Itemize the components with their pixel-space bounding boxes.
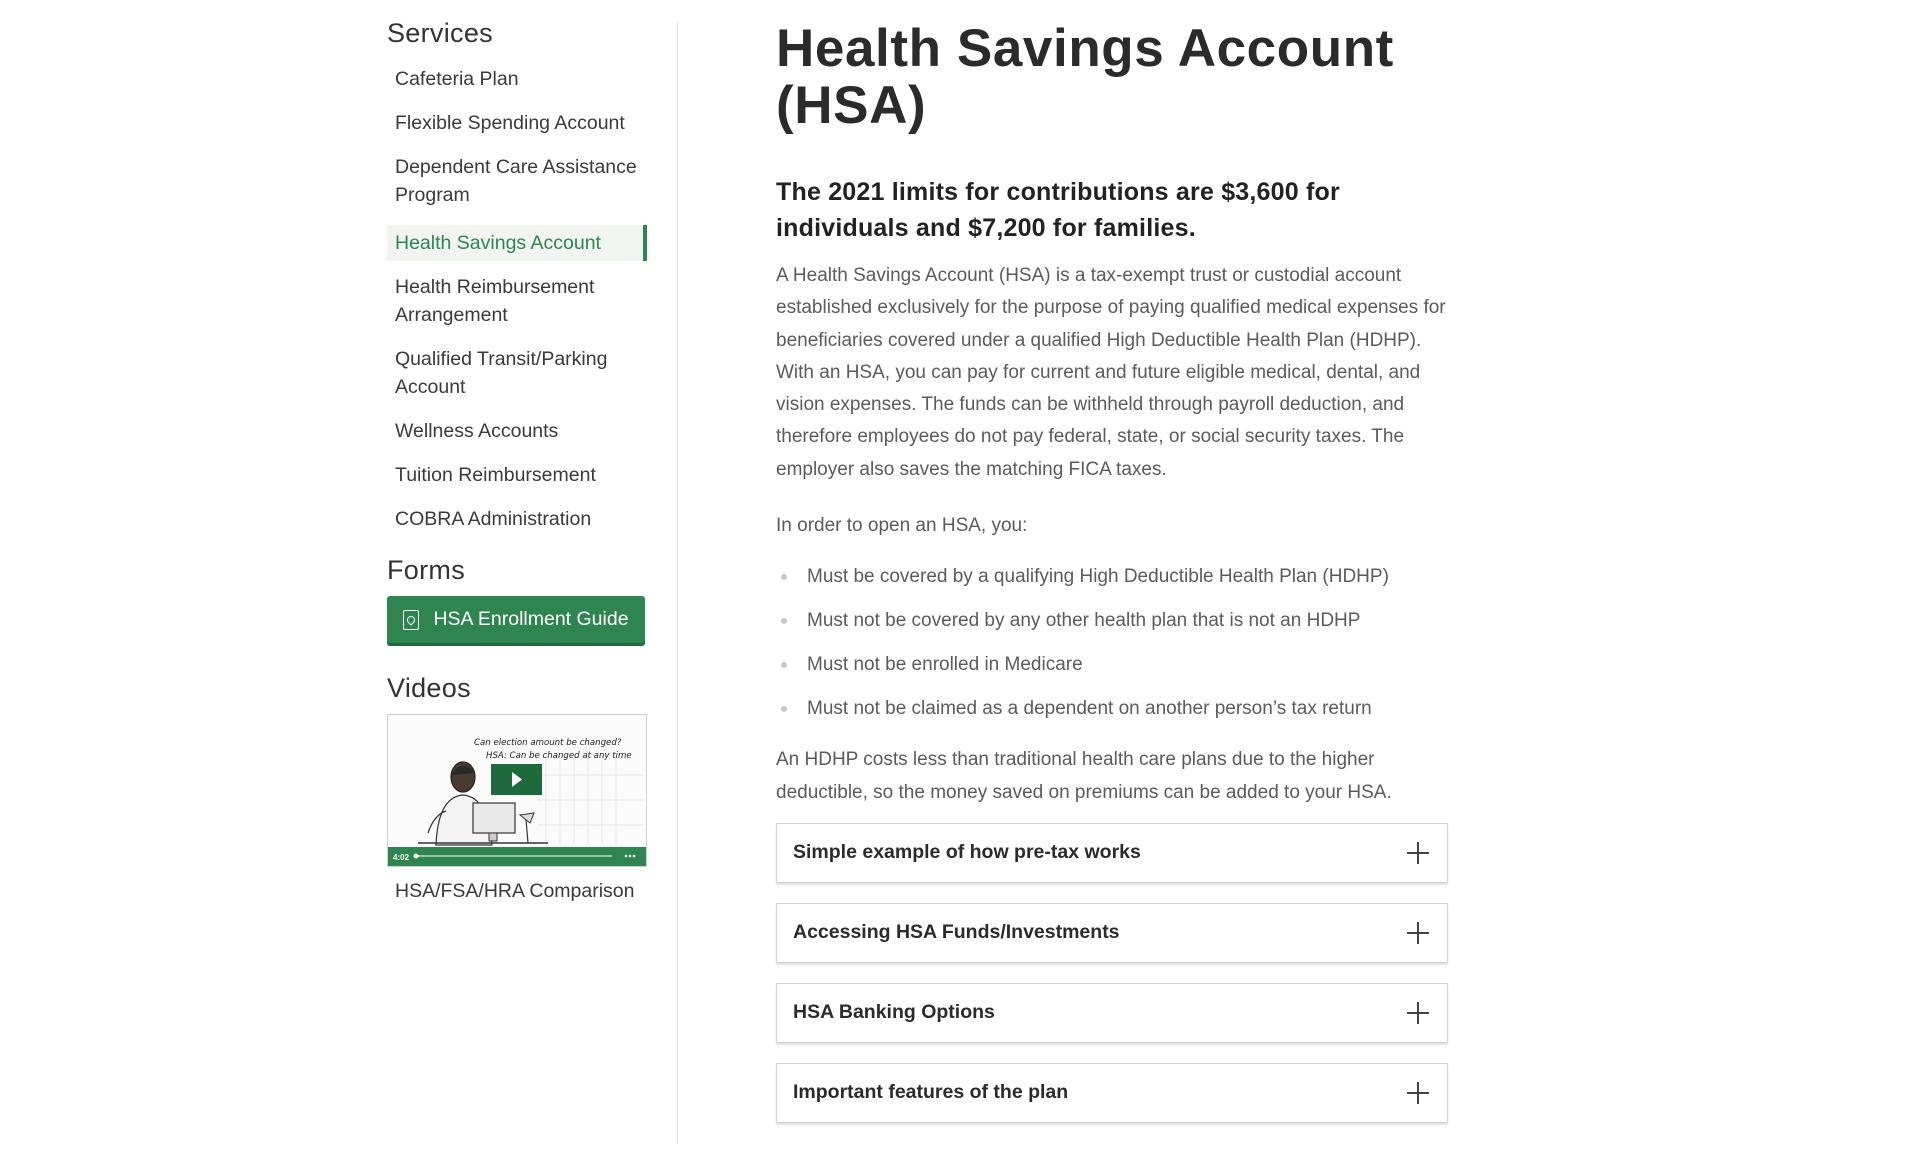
hsa-description: A Health Savings Account (HSA) is a tax-exempt trust or custodial account established exclusively for the purpose of paying qualified medical expenses for beneficiaries covered under a qualified High Deductible Health Plan (HDHP). With an HSA, you can pay for current and future eligible medical, dental, and vision expenses. The funds can be withheld through payroll deduction, and therefore employees do not pay federal, state, or social security taxes. The employer also saves the matching FICA taxes. [776, 265, 1446, 480]
video-thumbnail[interactable] [387, 714, 647, 867]
sidebar-divider [677, 22, 678, 1144]
accordion-label: Simple example of how pre-tax works [793, 841, 1141, 864]
accordion-pretax-example[interactable] [776, 823, 1448, 883]
video-overlay-answer: HSA: Can be changed at any time [486, 751, 632, 761]
requirements-list [776, 564, 1452, 722]
list-item: Must not be enrolled in Medicare [776, 652, 1452, 678]
accordion-important-features[interactable] [776, 1063, 1448, 1123]
sidebar-item-health-reimbursement[interactable]: Health Reimbursement Arrangement [395, 276, 595, 326]
sidebar-item-tuition-reimbursement[interactable]: Tuition Reimbursement [395, 464, 596, 486]
hsa-enrollment-guide-label: HSA Enrollment Guide [433, 608, 629, 630]
pdf-icon [403, 610, 419, 630]
accordion-list [776, 823, 1452, 1123]
accordion-banking-options[interactable] [776, 983, 1448, 1043]
hsa-enrollment-guide-button[interactable] [387, 596, 645, 643]
videos-heading: Videos [387, 673, 471, 703]
accordion-label: Accessing HSA Funds/Investments [793, 921, 1120, 944]
sidebar-item-dependent-care[interactable]: Dependent Care Assistance Program [395, 156, 637, 206]
sidebar [387, 18, 647, 903]
list-item: Must be covered by a qualifying High Deductible Health Plan (HDHP) [776, 564, 1452, 590]
services-nav [387, 65, 647, 533]
list-item: Must not be claimed as a dependent on another person’s tax return [776, 696, 1452, 722]
sidebar-item-transit-parking[interactable]: Qualified Transit/Parking Account [395, 348, 608, 398]
plus-icon [1407, 1002, 1429, 1024]
accordion-label: HSA Banking Options [793, 1001, 995, 1024]
accordion-accessing-funds[interactable] [776, 903, 1448, 963]
plus-icon [1407, 1082, 1429, 1104]
video-overlay-question: Can election amount be changed? [474, 738, 622, 748]
video-caption-link[interactable]: HSA/FSA/HRA Comparison [395, 880, 635, 902]
plus-icon [1407, 842, 1429, 864]
services-heading: Services [387, 18, 493, 48]
contribution-limits: The 2021 limits for contributions are $3,600 for individuals and $7,200 for families. [776, 178, 1340, 242]
sidebar-item-flexible-spending-account[interactable]: Flexible Spending Account [395, 112, 625, 134]
hdhp-note: An HDHP costs less than traditional health care plans due to the higher deductible, so the money saved on premiums can be added to your HSA. [776, 749, 1392, 803]
sidebar-item-wellness-accounts[interactable]: Wellness Accounts [395, 420, 559, 442]
forms-heading: Forms [387, 555, 465, 585]
main-content [776, 20, 1452, 1143]
sidebar-item-cobra-administration[interactable]: COBRA Administration [395, 508, 592, 530]
video-duration: 4:02 [393, 853, 410, 862]
page-title-line1: Health Savings Account [776, 19, 1394, 78]
page-title-line2: (HSA) [776, 76, 927, 135]
hsa-requirements-intro: In order to open an HSA, you: [776, 515, 1028, 537]
sidebar-item-cafeteria-plan[interactable]: Cafeteria Plan [395, 68, 519, 90]
plus-icon [1407, 922, 1429, 944]
accordion-label: Important features of the plan [793, 1081, 1069, 1104]
video-overlay-text [474, 737, 632, 763]
sidebar-item-health-savings-account[interactable]: Health Savings Account [387, 225, 647, 261]
page-title [776, 20, 1452, 134]
list-item: Must not be covered by any other health plan that is not an HDHP [776, 608, 1452, 634]
